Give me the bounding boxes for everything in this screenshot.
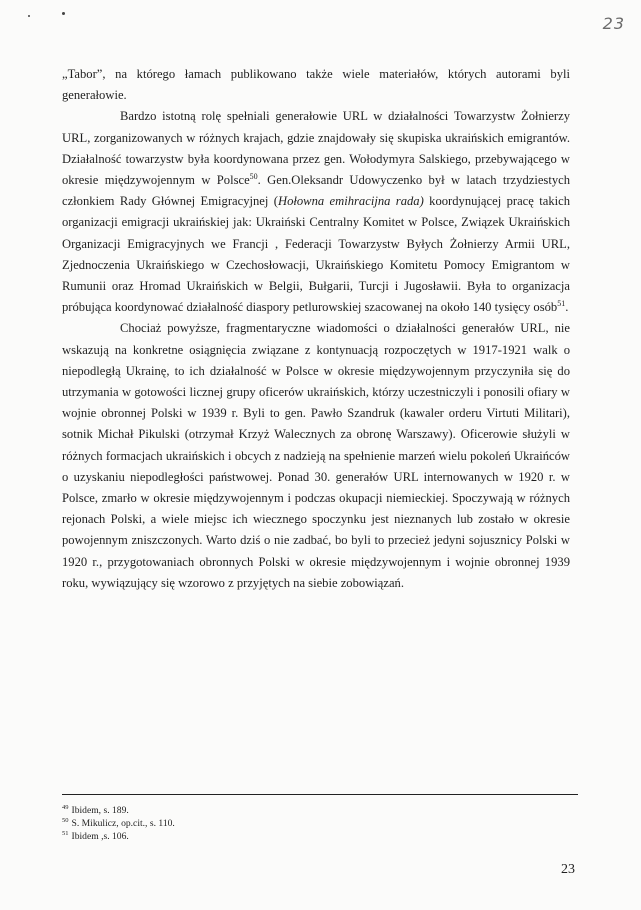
footnote-number: 51 <box>62 829 69 837</box>
footnote <box>62 830 562 843</box>
scan-speck <box>28 15 30 17</box>
footnote-text: Ibidem ,s. 106. <box>71 831 129 842</box>
page-number: 23 <box>561 862 575 877</box>
footnotes <box>62 804 562 843</box>
italic-text: Hołowna emihracijna rada) <box>277 194 424 209</box>
paragraph <box>62 106 570 318</box>
text-run: koordynującej pracę takich organizacji emigracji ukraińskiej jak: Ukraiński Centralny Komitet w Polsce, Związek Ukraińskich Organizacji Emigracyjnych we Francji , Federacji Towarzystw Byłych Żołnierzy Armii URL, Zjednoczenia Ukraińskiego w Czechosłowacji, Ukraińskiego Komitetu Pomocy Emigrantom w Rumunii oraz Hromad Ukraińskich w Belgii, Bułgarii, Turcji i Jugosławii. Była to organizacja próbująca koordynować działalność diaspory petlurowskiej szacowanej na około 140 tysięcy osób <box>62 194 570 315</box>
footnote-separator <box>62 794 578 795</box>
footnote <box>62 817 562 830</box>
footnote-ref: 50 <box>249 171 258 181</box>
footnote-number: 50 <box>62 816 69 824</box>
paragraph <box>62 64 570 106</box>
body-text <box>62 64 570 594</box>
handwritten-page-number: 23 <box>602 14 625 33</box>
scan-speck <box>62 12 65 15</box>
text-run: . Gen.Oleksandr Udowyczenko był w latach trzydziestych członkiem Rady Głównej Emigracyjnej ( <box>62 173 570 209</box>
paragraph <box>62 318 570 594</box>
text-run: „Tabor”, na którego łamach publikowano także wiele materiałów, których autorami byli generałowie. <box>62 67 570 103</box>
footnote-ref: 51 <box>557 299 566 309</box>
text-run: Bardzo istotną rolę spełniali generałowie URL w działalności Towarzystw Żołnierzy URL, zorganizowanych w różnych krajach, gdzie znajdowały się skupiska ukraińskich emigrantów. Działalność towarzystw była koordynowana przez gen. Wołodymyra Salskiego, przebywającego w okresie międzywojennym w Polsce <box>62 109 570 188</box>
footnote-text: S. Mikulicz, op.cit., s. 110. <box>71 818 175 829</box>
footnote-text: Ibidem, s. 189. <box>71 805 129 816</box>
footnote-number: 49 <box>62 803 69 811</box>
footnote <box>62 804 562 817</box>
text-run: . <box>565 300 569 315</box>
text-run: Chociaż powyższe, fragmentaryczne wiadomości o działalności generałów URL, nie wskazują na konkretne osiągnięcia związane z kontynuacją rozpoczętych w 1917-1921 walk o niepodległą Ukrainę, to ich działalność w Polsce w okresie międzywojennym przyczyniła się do utrzymania w gotowości licznej grupy oficerów ukraińskich, którzy uczestniczyli i ponosili ofiary w wojnie obronnej Polski w 1939 r. Byli to gen. Pawło Szandruk (kawaler orderu Virtuti Militari), sotnik Michał Pikulski (otrzymał Krzyż Walecznych za obronę Warszawy). Oficerowie służyli w różnych formacjach ukraińskich i obcych z nadzieją na spełnienie marzeń wielu pokoleń Ukraińców o uzyskaniu niepodległości państwowej. Ponad 30. generałów URL internowanych w 1920 r. w Polsce, zmarło w okresie międzywojennym i podczas okupacji niemieckiej. Spoczywają w różnych rejonach Polski, a wiele miejsc ich wiecznego spoczynku jest nieznanych lub zostało w okresie powojennym zniszczonych. Warto dziś o nie zadbać, bo byli to przecież jedyni sojusznicy Polski w 1920 r., przygotowaniach obronnych Polski w okresie międzywojennym i wojnie obronnej 1939 roku, wywiązujący się wzorowo z przyjętych na siebie zobowiązań. <box>62 321 570 590</box>
